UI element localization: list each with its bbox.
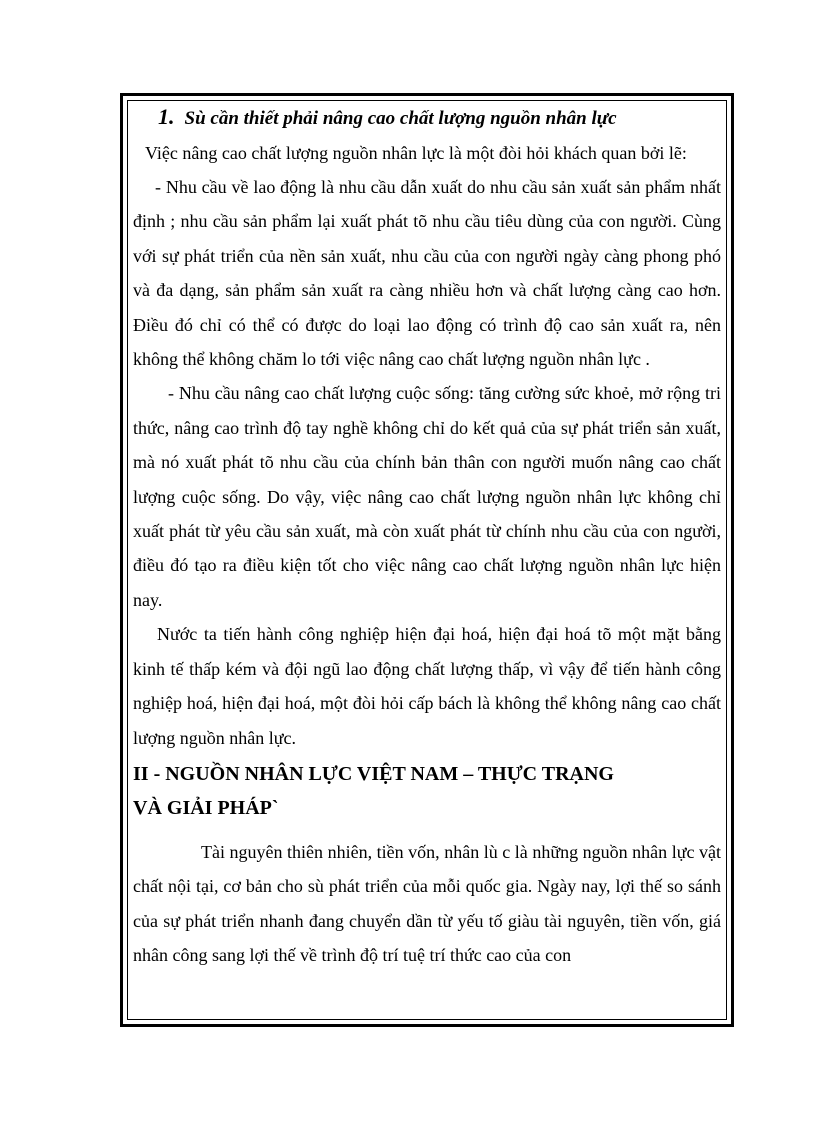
subsection-title: Sù cần thiết phải nâng cao chất lượng nguồn nhân lực <box>184 108 617 129</box>
paragraph-industrialization: Nước ta tiến hành công nghiệp hiện đại hoá, hiện đại hoá tõ một mặt bằng kinh tế thấp kém và đội ngũ lao động chất lượng thấp, vì vậy để tiến hành công nghiệp hoá, hiện đại hoá, một đòi hỏi cấp bách là không thể không nâng cao chất lượng nguồn nhân lực. <box>133 624 721 748</box>
subsection-number: 1. <box>158 104 175 129</box>
paragraph-resources: Tài nguyên thiên nhiên, tiền vốn, nhân lù c là những nguồn nhân lực vật chất nội tại, cơ bản cho sù phát triển của mỗi quốc gia. Ngày nay, lợi thế so sánh của sự phát triển nhanh đang chuyển dần từ yếu tố giàu tài nguyên, tiền vốn, giá nhân công sang lợi thế về trình độ trí tuệ trí thức cao của con <box>133 841 721 966</box>
section-heading-line-2: VÀ GIẢI PHÁP` <box>133 796 279 819</box>
paragraph-quality-of-life: - Nhu cầu nâng cao chất lượng cuộc sống: tăng cường sức khoẻ, mở rộng tri thức, nâng cao trình độ tay nghề không chỉ do kết quả của sự phát triển sản xuất, mà nó xuất phát tõ nhu cầu của chính bản thân con người muốn nâng cao chất lượng cuộc sống. Do vậy, việc nâng cao chất lượng nguồn nhân lực không chỉ xuất phát từ yêu cầu sản xuất, mà còn xuất phát từ chính nhu cầu của con người, điều đó tạo ra điều kiện tốt cho việc nâng cao chất lượng nguồn nhân lực hiện nay. <box>133 383 721 610</box>
intro-paragraph: Việc nâng cao chất lượng nguồn nhân lực là một đòi hỏi khách quan bởi lẽ: <box>145 143 687 163</box>
section-heading-line-1: II - NGUỒN NHÂN LỰC VIỆT NAM – THỰC TRẠNG <box>133 762 614 785</box>
section-heading <box>133 755 721 835</box>
paragraph-labor-demand: - Nhu cầu về lao động là nhu cầu dẫn xuất do nhu cầu sản xuất sản phẩm nhất định ; nhu cầu sản phẩm lại xuất phát tõ nhu cầu tiêu dùng của con người. Cùng với sự phát triển của nền sản xuất, nhu cầu của con người ngày càng phong phó và đa dạng, sản phẩm sản xuất ra càng nhiều hơn và chất lượng càng cao hơn. Điều đó chỉ có thể có được do loại lao động có trình độ cao sản xuất ra, nên không thể không chăm lo tới việc nâng cao chất lượng nguồn nhân lực . <box>133 177 721 370</box>
document-body <box>133 98 721 973</box>
subsection-heading <box>133 98 721 136</box>
